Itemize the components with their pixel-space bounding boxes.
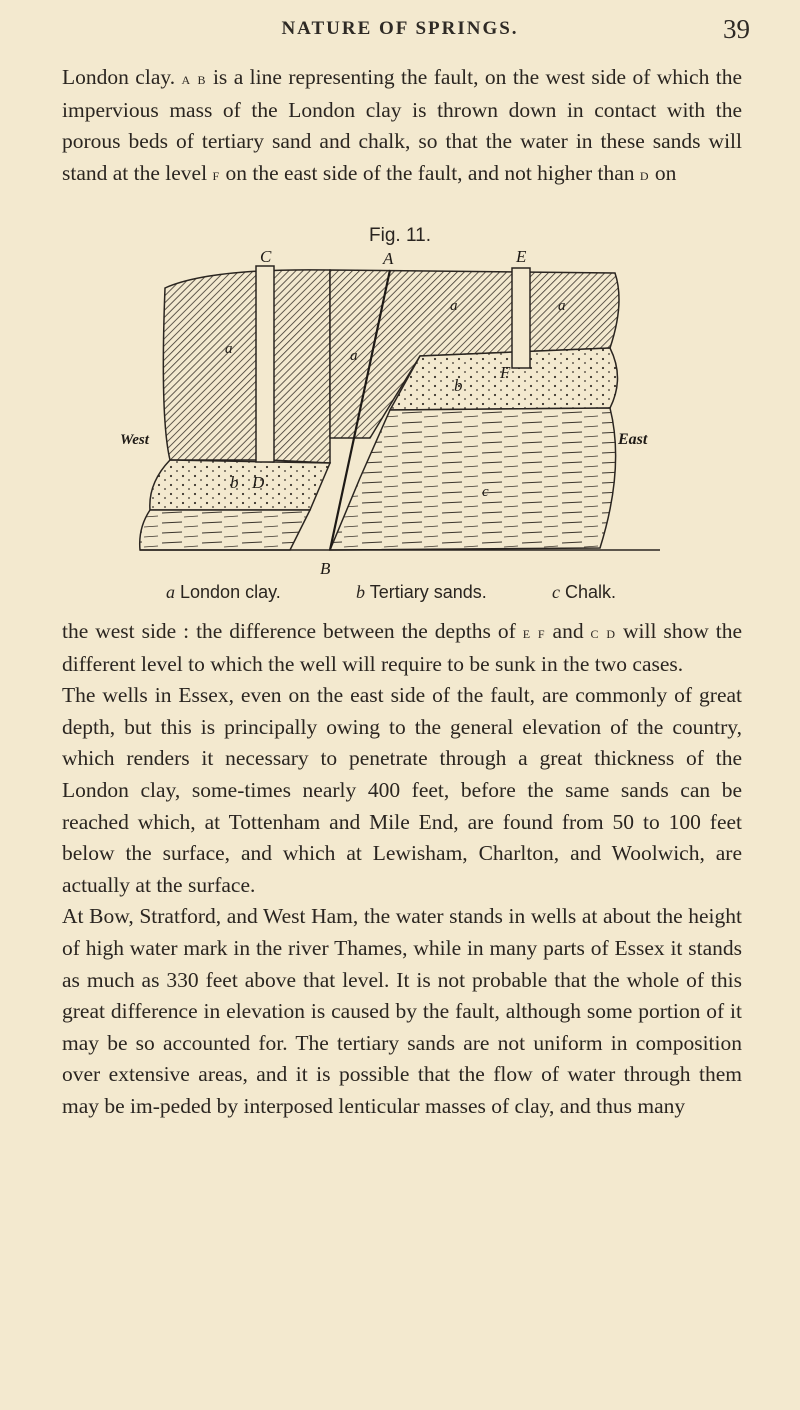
ref-cd: c d <box>590 623 617 642</box>
west-chalk <box>140 510 310 550</box>
para1-text-1: London clay. <box>62 65 182 89</box>
paragraph-west-side <box>62 616 742 680</box>
label-west: West <box>120 432 149 448</box>
legend-tertiary-sands <box>356 582 487 603</box>
legend-london-clay <box>166 582 281 603</box>
label-a-right1: a <box>450 298 458 314</box>
ref-f: f <box>212 164 221 184</box>
legend-b-text: Tertiary sands. <box>369 582 487 602</box>
label-c-right: c <box>482 484 489 500</box>
label-a-right2: a <box>558 298 566 314</box>
para1-text-3: on the east side of the fault, and not higher than <box>220 160 640 185</box>
para2-text-2: and <box>545 619 591 643</box>
label-f-right: F <box>500 363 511 382</box>
well-cd <box>256 266 274 462</box>
label-east: East <box>618 431 648 448</box>
para2-text-3: will show the different level to which the well will require to be sunk in the two cases. <box>62 619 742 676</box>
legend-b-letter: b <box>356 582 365 602</box>
legend-a-text: London clay. <box>180 582 281 602</box>
well-ef <box>512 268 530 368</box>
running-header <box>0 14 800 48</box>
label-b-left: b <box>230 473 239 492</box>
label-a-top: A <box>383 249 394 268</box>
paragraph-bow-stratford: At Bow, Stratford, and West Ham, the water stands in wells at about the height of high water mark in the river Thames, while in many parts of Essex it stands as much as 330 feet above that level. It is not probable that the whole of this great difference in elevation is caused by the fault, although some portion of it may be so accounted for. The tertiary sands are not uniform in composition over extensive areas, and it is possible that the flow of water through them may be im-peded by interposed lenticular masses of clay, and thus many <box>62 904 742 1118</box>
fault-section-diagram <box>120 248 680 578</box>
ref-ef: e f <box>522 623 546 642</box>
label-e-top: E <box>516 248 527 266</box>
legend-a-letter: a <box>166 582 175 602</box>
legend-chalk <box>552 582 616 603</box>
label-b-bottom: B <box>320 559 331 578</box>
body-text-after-figure <box>62 616 742 1123</box>
para2-text-1: the west side : the difference between the depths of <box>62 619 523 643</box>
label-c-top: C <box>260 248 272 266</box>
figure-title: Fig. 11. <box>369 225 431 246</box>
figure-caption <box>0 582 800 606</box>
para1-text-4: on <box>649 160 677 185</box>
label-d-left: D <box>252 473 265 492</box>
label-a-mid: a <box>350 348 358 364</box>
paragraph-essex-wells: The wells in Essex, even on the east side of the fault, are commonly of great depth, but this is principally owing to the general elevation of the country, which renders it necessary to penetrate through a great thickness of the London clay, some-times nearly 400 feet, before the same sands can be reached which, at Tottenham and Mile End, are found from 50 to 100 feet below the surface, and which at Lewisham, Charlton, and Woolwich, are actually at the surface. <box>62 683 742 897</box>
label-a-left: a <box>225 341 233 357</box>
running-title: NATURE OF SPRINGS. <box>281 18 519 39</box>
legend-c-text: Chalk. <box>565 582 617 602</box>
ref-ab: a b <box>181 69 207 88</box>
page-number: 39 <box>723 14 750 44</box>
west-tertiary-sands <box>150 460 330 510</box>
legend-c-letter: c <box>552 582 560 602</box>
para1-text-2: is a line representing the fault, on the west side of which the impervious mass of the London clay is thrown down in contact with the porous beds of tertiary sand and chalk, so that the water in these sands will stand at the level <box>62 65 743 185</box>
west-london-clay <box>163 270 330 463</box>
ref-d: d <box>639 164 650 184</box>
label-b-right: b <box>454 376 463 395</box>
paragraph-london-clay-fault <box>62 62 742 190</box>
